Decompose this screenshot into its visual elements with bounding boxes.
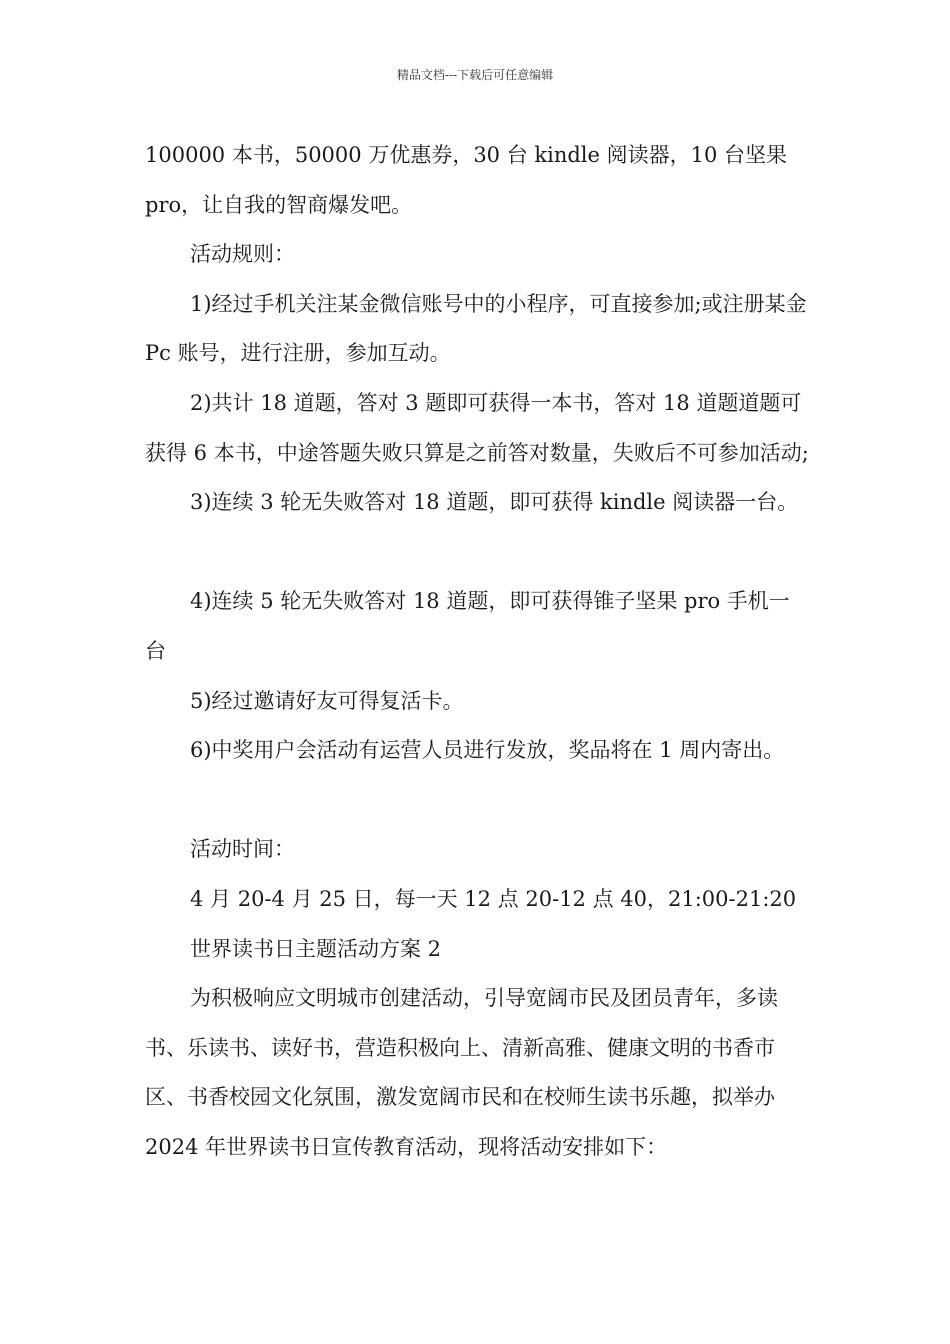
plan2-intro: 为积极响应文明城市创建活动，引导宽阔市民及团员青年，多读书、乐读书、读好书，营造积极向上、清新高雅、健康文明的书香市区、书香校园文化氛围，激发宽阔市民和在校师生读书乐趣，拟举办 2024 年世界读书日宣传教育活动，现将活动安排如下： xyxy=(145,986,778,1159)
spacer xyxy=(145,776,810,826)
rule-6: 6)中奖用户会活动有运营人员进行发放，奖品将在 1 周内寄出。 xyxy=(190,738,785,763)
plan2-title: 世界读书日主题活动方案 2 xyxy=(190,936,442,961)
rule-5: 5)经过邀请好友可得复活卡。 xyxy=(190,688,464,713)
document-body xyxy=(145,131,810,1172)
rule-2: 2)共计 18 道题，答对 3 题即可获得一本书，答对 18 道题道题可获得 6 本书，中途答题失败只算是之前答对数量，失败后不可参加活动; xyxy=(145,390,809,465)
time-heading: 活动时间： xyxy=(190,837,295,862)
rules-heading: 活动规则： xyxy=(190,242,295,267)
rule-3: 3)连续 3 轮无失败答对 18 道题，即可获得 kindle 阅读器一台。 xyxy=(190,490,799,515)
paragraph-prizes: 100000 本书，50000 万优惠券，30 台 kindle 阅读器，10 台坚果 pro，让自我的智商爆发吧。 xyxy=(145,143,788,217)
page-header: 精品文档---下载后可任意编辑 xyxy=(396,68,554,82)
rule-4: 4)连续 5 轮无失败答对 18 道题，即可获得锥子坚果 pro 手机一台 xyxy=(145,589,790,663)
time-value: 4 月 20-4 月 25 日，每一天 12 点 20-12 点 40，21:00-21:20 xyxy=(190,886,797,911)
rule-1: 1)经过手机关注某金微信账号中的小程序，可直接参加;或注册某金 Pc 账号，进行注册，参加互动。 xyxy=(145,291,807,366)
spacer xyxy=(145,528,810,578)
